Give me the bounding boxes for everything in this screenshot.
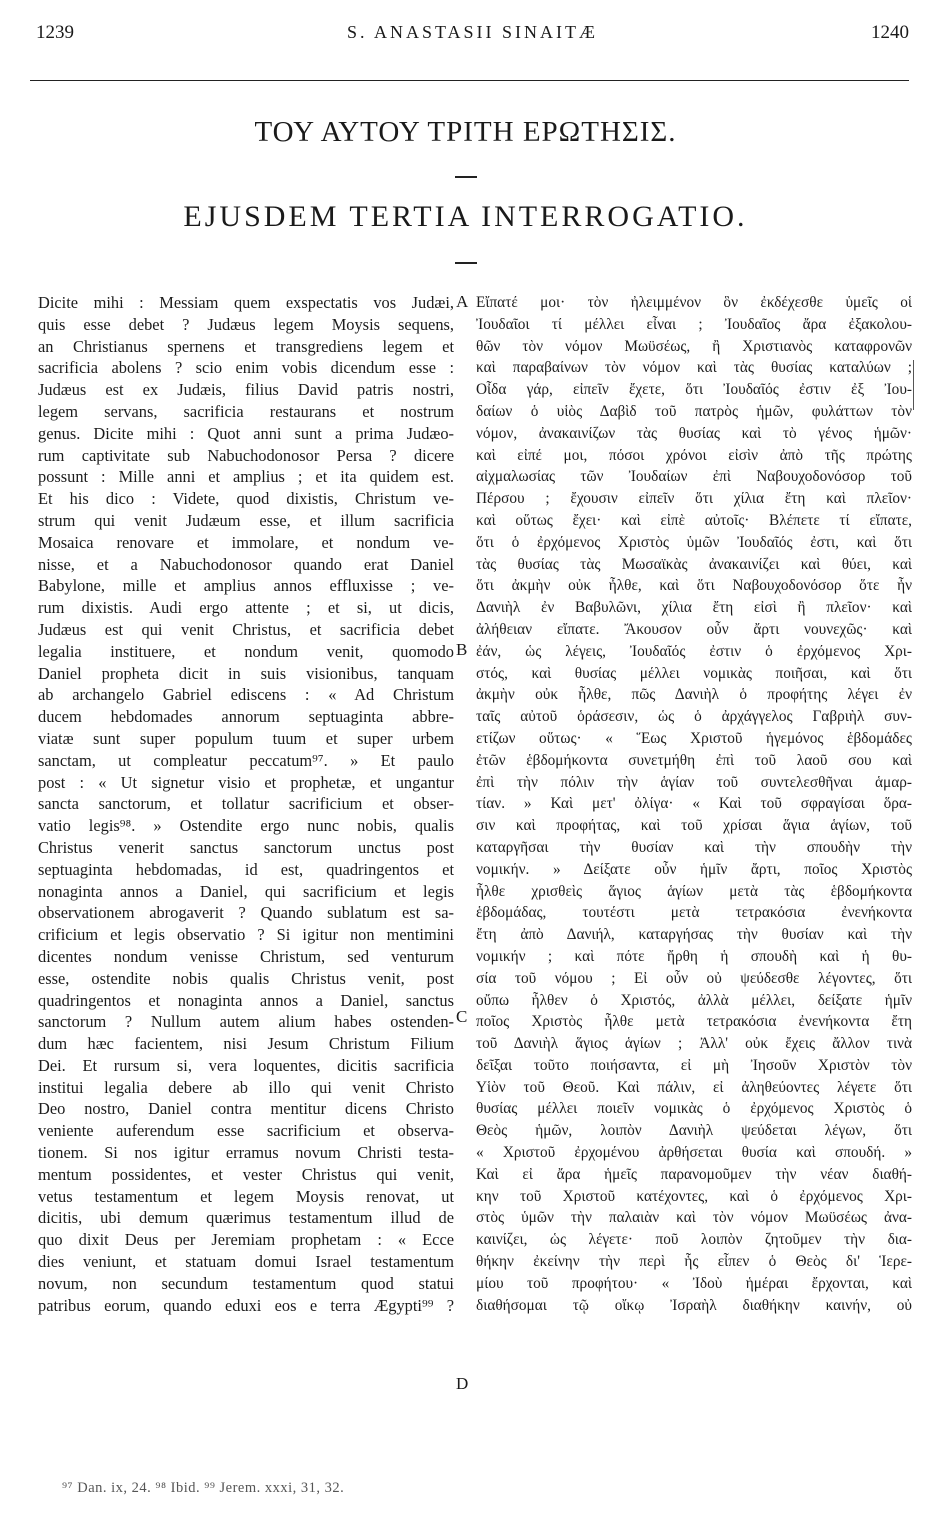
text-line: esse, ostendite nobis qualis Christus venit, post bbox=[38, 968, 454, 988]
text-line: vatio legis⁹⁸. » Ostendite ergo nunc nobis, qualis bbox=[38, 816, 454, 836]
text-line: τὰς θυσίας τὰς Μωσαϊκὰς ἀνακαινίζει καὶ θύει, καὶ bbox=[476, 555, 912, 573]
text-line: observationem abrogaverit ? Quando sublatum est sa- bbox=[38, 903, 454, 923]
text-line: legalia instituere, et nondum venit, quomodo bbox=[38, 641, 454, 661]
text-line: θυσίας μέλλει ποιεῖν νομικὰς ὁ ἐρχόμενος Χριστὸς ὁ bbox=[476, 1100, 912, 1118]
text-line: Et his dico : Videte, quod dixistis, Christum ve- bbox=[38, 489, 454, 509]
text-line: στὸς ὑμῶν τὴν παλαιὰν καὶ τὸν νόμον Μωϋσέως ἀνα- bbox=[476, 1209, 912, 1227]
text-line: ἐτῶν ἑβδομήκοντα συνετμήθη ἐπὶ τοῦ λαοῦ σου καὶ bbox=[476, 751, 912, 769]
text-line: αἰχμαλωσίας τῶν Ἰουδαίων ἐπὶ Ναβουχοδονόσορ τοῦ bbox=[476, 468, 912, 486]
text-line: ducem hebdomades annorum septuaginta abbre- bbox=[38, 707, 454, 727]
text-line: τοῦ Δανιὴλ ἅγιος ἁγίων ; Ἀλλ' οὐκ ἔχεις ἄλλον τινὰ bbox=[476, 1035, 912, 1053]
text-line: καὶ οὕτως ἔχει· καὶ εἰπὲ αὐτοῖς· Βλέπετε τί εἴπατε, bbox=[476, 511, 912, 529]
text-line: σιν καὶ προφήτας, καὶ τοῦ χρίσαι ἅγια ἁγίων, τοῦ bbox=[476, 817, 912, 835]
text-line: καταργῆσαι τὴν θυσίαν καὶ τὴν σπουδὴν τὴν bbox=[476, 838, 912, 856]
margin-marker-c: C bbox=[456, 1007, 468, 1026]
text-line: θῶν τὸν νόμον Μωϋσέως, ἢ Χριστιανὸς καταφρονῶν bbox=[476, 337, 912, 355]
text-line: quo dixit Deus per Jeremiam prophetam : « Ecce bbox=[38, 1230, 454, 1250]
title-dash-1 bbox=[455, 176, 477, 178]
text-line: νόμον, ἀνακαινίζων τὰς θυσίας καὶ τὸ γένος ἡμῶν· bbox=[476, 424, 912, 442]
right-page-number: 1240 bbox=[871, 22, 909, 43]
text-line: στός, καὶ θυσίας μέλλει νομικὰς ποιῆσαι, καὶ ὅτι bbox=[476, 664, 912, 682]
title-dash-2 bbox=[455, 262, 477, 264]
text-line: Οἶδα γάρ, εἰπεῖν ἔχετε, ὅτι Ἰουδαῖός ἐστιν ἐξ Ἰου- bbox=[476, 381, 912, 399]
text-line: διαθήσομαι τῷ οἴκῳ Ἰσραὴλ διαθήκην καινήν, οὐ bbox=[476, 1296, 912, 1314]
text-line: ετίζων οὕτως· « Ἕως Χριστοῦ ἡγεμόνος ἑβδομάδες bbox=[476, 729, 912, 747]
margin-marker-d: D bbox=[456, 1374, 469, 1393]
text-line: rum captivitate sub Nabuchodonosor Persa ? dicere bbox=[38, 445, 454, 465]
text-line: institui legalia debere ab illo qui venit Christo bbox=[38, 1077, 454, 1097]
text-line: καινίζει, ὡς λέγετε· ποῦ λοιπὸν ζητοῦμεν τὴν δια- bbox=[476, 1231, 912, 1249]
text-line: dies veniunt, et statuam domui Israel testamentum bbox=[38, 1252, 454, 1272]
text-line: Εἴπατέ μοι· τὸν ἠλειμμένον ὃν ἐκδέχεσθε ὑμεῖς οἱ bbox=[476, 294, 912, 311]
text-line: viatæ sunt super populum tuum et super urbem bbox=[38, 728, 454, 748]
text-line: ποῖος Χριστὸς ἦλθε μετὰ τετρακόσια ἐνενήκοντα ἔτη bbox=[476, 1013, 912, 1031]
text-line: quadringentos et nonaginta annos a Daniel, sanctus bbox=[38, 990, 454, 1010]
text-line: ἦλθε χρισθεὶς ἅγιος ἁγίων μετὰ τὰς ἑβδομήκοντα bbox=[476, 882, 912, 900]
text-line: ἀλήθειαν εἴπατε. Ἄκουσον οὖν ἄρτι νουνεχῶς· καὶ bbox=[476, 620, 912, 638]
text-line: δεῖξαι τοῦτο ποιήσαντα, εἰ μὴ Ἰησοῦν Χριστὸν τὸν bbox=[476, 1056, 912, 1074]
text-line: sacrificia abolens ? scio enim vobis dicendum esse : bbox=[38, 358, 454, 378]
latin-column bbox=[38, 292, 454, 1316]
text-line: « Χριστοῦ ἐρχομένου ἀρθήσεται θυσία καὶ σπουδή. » bbox=[476, 1144, 912, 1162]
text-line: Υἱὸν τοῦ Θεοῦ. Καὶ πάλιν, εἰ ἀληθεύοντες λέγετε ὅτι bbox=[476, 1078, 912, 1096]
text-line: Δανιὴλ ἐν Βαβυλῶνι, χίλια ἔτη εἰσὶ ἢ πλεῖον· καὶ bbox=[476, 599, 912, 617]
text-line: Judæus est ex Judæis, filius David patris nostri, bbox=[38, 380, 454, 400]
text-line: genus. Dicite mihi : Quot anni sunt a prima Judæo- bbox=[38, 423, 454, 443]
text-line: veniente auferendum esse sacrificium et observa- bbox=[38, 1121, 454, 1141]
text-line: μίου τοῦ προφήτου· « Ἰδοὺ ἡμέραι ἔρχονται, καὶ bbox=[476, 1274, 912, 1292]
text-line: possunt : Mille anni et amplius ; et ita quidem est. bbox=[38, 467, 454, 487]
margin-marker-a: A bbox=[456, 292, 469, 311]
text-line: ἑβδομάδας, τουτέστι μετὰ τετρακόσια ἐνενήκοντα bbox=[476, 904, 912, 922]
text-line: Daniel propheta dicit in suis visionibus, tanquam bbox=[38, 663, 454, 683]
text-line: post : « Ut signetur visio et prophetæ, et ungantur bbox=[38, 772, 454, 792]
text-line: Θεὸς ἡμῶν, λοιπὸν Δανιὴλ ψεύδεται λέγων, ὅτι bbox=[476, 1122, 912, 1140]
text-line: sancta sanctorum, et tollatur sacrificium et obser- bbox=[38, 794, 454, 814]
text-line: strum qui venit Judæum esse, et illum sacrificia bbox=[38, 510, 454, 530]
text-line: σία τοῦ νόμου ; Εἰ οὖν οὐ ψεύδεσθε λέγοντες, ὅτι bbox=[476, 969, 912, 987]
margin-tick bbox=[913, 360, 914, 410]
footnotes: ⁹⁷ Dan. ix, 24. ⁹⁸ Ibid. ⁹⁹ Jerem. xxxi, 31, 32. bbox=[62, 1480, 345, 1496]
text-line: mentum possidentes, et vester Christus qui venit, bbox=[38, 1164, 454, 1184]
text-line: septuaginta hebdomadas, id est, quadringentos et bbox=[38, 859, 454, 879]
text-line: dicitis, ubi demum quærimus testamentum illud de bbox=[38, 1208, 454, 1228]
text-line: nonaginta annos a Daniel, qui sacrificium et legis bbox=[38, 881, 454, 901]
text-line: ταῖς αὐτοῦ ὁράσεσιν, ὡς ὁ ἀρχάγγελος Γαβριὴλ συν- bbox=[476, 708, 912, 726]
text-line: καὶ εἰπέ μοι, πόσοι χρόνοι εἰσὶν ἀπὸ τῆς πρώτης bbox=[476, 446, 912, 464]
text-line: patribus eorum, quando eduxi eos e terra Ægypti⁹⁹ ? bbox=[38, 1295, 454, 1315]
running-title: S. ANASTASII SINAITÆ bbox=[346, 22, 599, 42]
text-line: τίαν. » Καὶ μετ' ὀλίγα· « Καὶ τοῦ σφραγίσαι ὅρα- bbox=[476, 795, 912, 813]
text-line: ὅτι ἀκμὴν οὐκ ἦλθε, καὶ ὅτι Ναβουχοδονόσορ ὅτε ἦν bbox=[476, 577, 912, 595]
text-line: dum hæc facientem, nisi Jesum Christum Filium bbox=[38, 1034, 454, 1054]
text-line: Dei. Et rursum si, vera loquentes, dicitis sacrificia bbox=[38, 1055, 454, 1075]
text-line: ἐπὶ τὴν πόλιν τὴν ἁγίαν τοῦ συντελεσθῆναι ἁμαρ- bbox=[476, 773, 912, 791]
greek-title: ΤΟΥ ΑΥΤΟΥ ΤΡΙΤΗ ΕΡΩΤΗΣΙΣ. bbox=[254, 116, 677, 148]
text-line: ὅτι ὁ ἐρχόμενος Χριστὸς ὑμῶν Ἰουδαῖός ἐστι, καὶ ὅτι bbox=[476, 533, 912, 551]
text-line: καὶ παραβαίνων τὸν νόμον καὶ τὰς θυσίας καταλύων ; bbox=[476, 359, 912, 377]
text-line: ἔτη ἀπὸ Δανιήλ, καταργήσας τὴν θυσίαν καὶ τὴν bbox=[476, 926, 912, 944]
text-line: crificium et legis observatio ? Si igitur non mentimini bbox=[38, 925, 454, 945]
text-line: δαίων ὁ υἱὸς Δαβὶδ τοῦ πατρὸς ἡμῶν, φυλάττων τὸν bbox=[476, 402, 912, 420]
text-line: tionem. Si nos igitur erramus novum Christi testa- bbox=[38, 1143, 454, 1163]
left-page-number: 1239 bbox=[36, 22, 74, 43]
text-line: νομικήν ; καὶ πότε ἤρθη ἡ σπουδὴ καὶ ἡ θυ- bbox=[476, 947, 912, 965]
text-line: Dicite mihi : Messiam quem exspectatis vos Judæi, bbox=[38, 293, 454, 312]
text-line: ἐάν, ὡς λέγεις, Ἰουδαῖός ἐστιν ὁ ἐρχόμενος Χρι- bbox=[476, 642, 912, 660]
text-line: ab archangelo Gabriel ediscens : « Ad Christum bbox=[38, 685, 454, 705]
text-line: quis esse debet ? Judæus legem Moysis sequens, bbox=[38, 314, 454, 334]
text-line: rum dixistis. Audi ergo attente ; et si, ut dicis, bbox=[38, 598, 454, 618]
text-line: ἀκμὴν οὐκ ἦλθε, πῶς Δανιὴλ ὁ προφήτης λέγει ἐν bbox=[476, 686, 912, 704]
text-line: dicentes nondum venisse Christum, sed venturum bbox=[38, 946, 454, 966]
text-line: Πέρσου ; ἔχουσιν εἰπεῖν ὅτι χίλια ἔτη καὶ πλεῖον· bbox=[476, 490, 912, 508]
text-line: οὔπω ἦλθεν ὁ Χριστός, ἀλλὰ μέλλει, δείξατε ἡμῖν bbox=[476, 991, 912, 1009]
text-line: Mosaica renovare et immolare, et nondum ve- bbox=[38, 532, 454, 552]
margin-marker-b: B bbox=[456, 640, 468, 659]
text-line: Deo nostro, Daniel contra mentitur dicens Christo bbox=[38, 1099, 454, 1119]
text-line: an Christianus spernens et transgrediens legem et bbox=[38, 336, 454, 356]
text-line: Ἰουδαῖοι τί μέλλει εἶναι ; Ἰουδαῖος ἄρα ἐξακολου- bbox=[476, 315, 912, 333]
text-line: Καὶ εἰ ἄρα ἡμεῖς παρανομοῦμεν τὴν νέαν διαθή- bbox=[476, 1165, 912, 1183]
text-line: legem servans, sacrificia restaurans et nostrum bbox=[38, 401, 454, 421]
text-line: novum, non secundum testamentum quod statui bbox=[38, 1273, 454, 1293]
running-head bbox=[36, 22, 909, 50]
text-line: Christus venerit sanctus sanctorum unctus post bbox=[38, 837, 454, 857]
header-rule bbox=[30, 80, 909, 81]
text-line: nisse, et a Nabuchodonosor quando erat Daniel bbox=[38, 554, 454, 574]
latin-title: EJUSDEM TERTIA INTERROGATIO. bbox=[183, 200, 748, 233]
text-line: sanctorum ? Nullum autem alium habes ostenden- bbox=[38, 1012, 454, 1032]
text-line: sanctam, ut compleatur peccatum⁹⁷. » Et paulo bbox=[38, 750, 454, 770]
text-line: Babylone, mille et amplius annos effluxisse ; ve- bbox=[38, 576, 454, 596]
greek-column bbox=[476, 292, 912, 1316]
text-line: Judæus est qui venit Christus, et sacrificia debet bbox=[38, 619, 454, 639]
text-line: vetus testamentum et legem Moysis renovat, ut bbox=[38, 1186, 454, 1206]
text-line: κην τοῦ Χριστοῦ κατέχοντες, καὶ ὁ ἐρχόμενος Χρι- bbox=[476, 1187, 912, 1205]
text-line: νομικήν. » Δείξατε οὖν ἡμῖν ἄρτι, ποῖος Χριστὸς bbox=[476, 860, 912, 878]
text-line: θήκην ἐκείνην τὴν περὶ ἧς εἶπεν ὁ Θεὸς δι' Ἱερε- bbox=[476, 1253, 912, 1271]
